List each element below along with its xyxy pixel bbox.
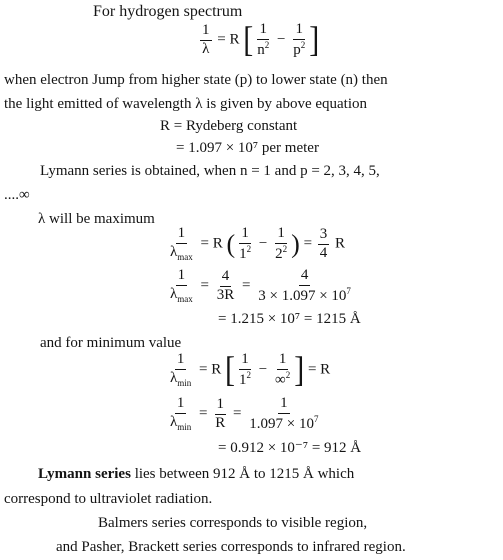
rydberg-equation: $\frac{1}{\lambda}$ = R [ $\frac{1}{n^2}$ − $\frac{1}{p^2}$ ]: [202, 19, 320, 60]
lyman-series-bold: Lymann series: [38, 466, 131, 482]
lambda-min-equation-2: $\frac{1}{\lambda_{min}}$ = $\frac{1}{R}$ = $\frac{1}{1.097 \times 10^7}$: [170, 395, 319, 432]
explanation-line-1: when electron Jump from higher state (p) to lower state (n) then: [4, 72, 388, 88]
rydberg-constant-value: = 1.097 × 10⁷ per meter: [176, 140, 319, 156]
lambda-min-equation-1: $\frac{1}{\lambda_{min}}$ = R [ $\frac{1}{1^2}$ − $\frac{1}{\infty^2}$ ] = R: [170, 349, 331, 390]
lambda-max-result: = 1.215 × 10⁷ = 1215 Å: [218, 311, 361, 327]
pasher-brackett-text: and Pasher, Brackett series corresponds to infrared region.: [56, 539, 406, 555]
lyman-range-rest: lies between 912 Å to 1215 Å which: [130, 466, 355, 482]
lyman-range-line-1: [38, 467, 354, 482]
lambda-min-result: = 0.912 × 10⁻⁷ = 912 Å: [218, 440, 362, 456]
rydberg-constant-label: R = Rydeberg constant: [160, 118, 298, 134]
balmer-series-text: Balmers series corresponds to visible region,: [98, 515, 368, 531]
lyman-condition-line-2: ....∞: [4, 187, 30, 203]
minimum-value-text: and for minimum value: [40, 335, 182, 351]
lambda-max-equation-1: $\frac{1}{\lambda_{max}}$ = R ( $\frac{1}{1^2}$ − $\frac{1}{2^2}$ ) = $\frac{3}{4}$ R: [170, 225, 346, 262]
heading-text: For hydrogen spectrum: [93, 3, 243, 20]
lyman-condition-line-1: Lymann series is obtained, when n = 1 and p = 2, 3, 4, 5,: [40, 163, 380, 179]
lambda-max-equation-2: $\frac{1}{\lambda_{max}}$ = $\frac{4}{3R}$ = $\frac{4}{3 \times 1.097 \times 10^7}$: [170, 267, 351, 304]
explanation-line-2: the light emitted of wavelength λ is given by above equation: [4, 96, 368, 112]
lyman-range-line-2: correspond to ultraviolet radiation.: [4, 491, 213, 507]
lambda-max-text: λ will be maximum: [38, 211, 155, 227]
